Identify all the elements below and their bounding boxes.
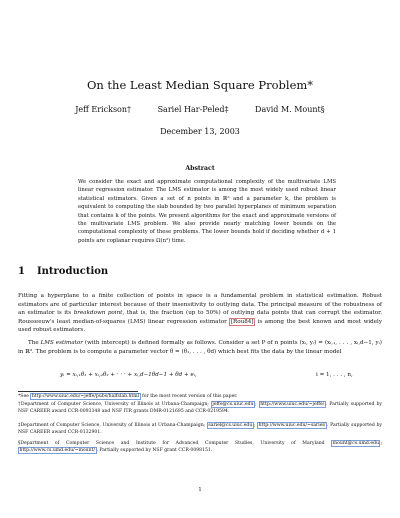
equation-index-range: i = 1, . . . , n, <box>316 372 353 378</box>
footnote-text: *See <box>18 394 31 399</box>
paragraph-text: The <box>28 340 41 346</box>
section-title: Introduction <box>36 266 109 277</box>
email-link[interactable]: sariel@cs.uiuc.edu <box>208 423 253 428</box>
footnote-text: §Department of Computer Science and Institute for Advanced Computer Studies, University of Maryland <box>18 441 332 446</box>
footnote-text: ‡Department of Computer Science, University of Illinois at Urbana-Champaign; <box>18 423 207 428</box>
url-link[interactable]: http://www.uiuc.edu/~jeffe/ <box>260 402 325 407</box>
footnote <box>18 423 382 436</box>
footnote <box>18 441 382 454</box>
paragraph-text: (with intercept) is defined formally as follows. Consider a set P of n points (xᵢ, yᵢ) = (xᵢ,₁, . . . , xᵢ,d−1, yᵢ) in ℝᵈ. The problem is to compute a parameter vector θ = (θ₁, . . . , θd) which best fits the data by the linear model <box>18 340 382 355</box>
intro-paragraph-1 <box>18 292 382 335</box>
paper-date: December 13, 2003 <box>160 127 240 136</box>
author-name: Jeff Erickson† <box>75 105 132 114</box>
footnote-text: †Department of Computer Science, University of Illinois at Urbana-Champaign; <box>18 402 211 407</box>
url-link[interactable]: http://www.cs.umd.edu/~mount/ <box>19 447 95 453</box>
citation-link[interactable]: [Rou84] <box>230 318 254 325</box>
intro-paragraph-2 <box>18 339 382 356</box>
footnote-text: for the most recent version of this paper. <box>140 394 238 399</box>
footnote <box>18 402 382 415</box>
emphasis-term: LMS estimator <box>40 340 83 346</box>
emphasis-term: breakdown point <box>73 310 123 317</box>
paragraph-text: is among the best known and most widely used robust estimators. <box>18 318 382 334</box>
page-number: 1 <box>198 487 202 493</box>
section-heading <box>18 266 108 277</box>
paragraph-text: Fitting a hyperplane to a finite collection of points in space is a fundamental problem in statistical estimation. Robust estimators are of particular interest because of their insensitivity to outlying data. The principal measure of the robustness of an estimator is its <box>18 293 382 317</box>
url-link[interactable]: http://www.uiuc.edu/~sariel/ <box>258 423 326 428</box>
paper-title: On the Least Median Square Problem* <box>86 78 314 92</box>
email-link[interactable]: jeffe@cs.uiuc.edu <box>212 402 254 407</box>
author-name: David M. Mount§ <box>255 105 325 114</box>
linear-model-equation: yᵢ = xᵢ,₁θ₁ + xᵢ,₂θ₂ + · · · + xᵢ,d−1θd−1 + θd + eᵢ, <box>60 372 197 378</box>
abstract-text: We consider the exact and approximate computational complexity of the multivariate LMS linear regression estimator. The LMS estimator is among the most widely used robust linear statistical estimators. Given a set of n points in ℝᵈ and a parameter k, the problem is equivalent to computing the slab bounded by two parallel hyperplanes of minimum separation that contains k of the points. We present algorithms for the exact and approximate versions of the multivariate LMS problem. We also provide nearly matching lower bounds on the computational complexity of these problems. The lower bounds hold if deciding whether d + 1 points are coplanar requires Ω(nᵈ) time. <box>78 179 336 244</box>
footnote-rule <box>18 391 138 392</box>
section-number: 1 <box>18 266 25 277</box>
url-link[interactable]: http://www.uiuc.edu/~jeffe/pubs/halfslab.html <box>31 394 140 399</box>
footnote-text: . Partially supported by NSF CAREER award CCR-0093348 and NSF ITR grants DMR-0121695 and CCR-0219594. <box>18 402 383 414</box>
author-name: Sariel Har-Peled‡ <box>157 105 229 114</box>
footnote-text: ; <box>255 402 259 407</box>
footnote-text: . Partially supported by NSF grant CCR-0098151. <box>96 447 213 453</box>
footnote <box>18 394 382 401</box>
author-list <box>0 105 400 114</box>
footnote-text: ; <box>253 423 258 428</box>
abstract-heading: Abstract <box>185 165 215 172</box>
email-link[interactable]: mount@cs.umd.edu <box>332 441 379 446</box>
paragraph-text: , that is, the fraction (up to 50%) of outlying data points that can corrupt the estimator. Rousseeuw's least median-of-squares (LMS) linear regression estimator <box>18 310 383 325</box>
footnote-text: ; <box>380 441 382 446</box>
footnote-text: . Partially supported by NSF CAREER award CCR-0132901. <box>18 423 382 435</box>
